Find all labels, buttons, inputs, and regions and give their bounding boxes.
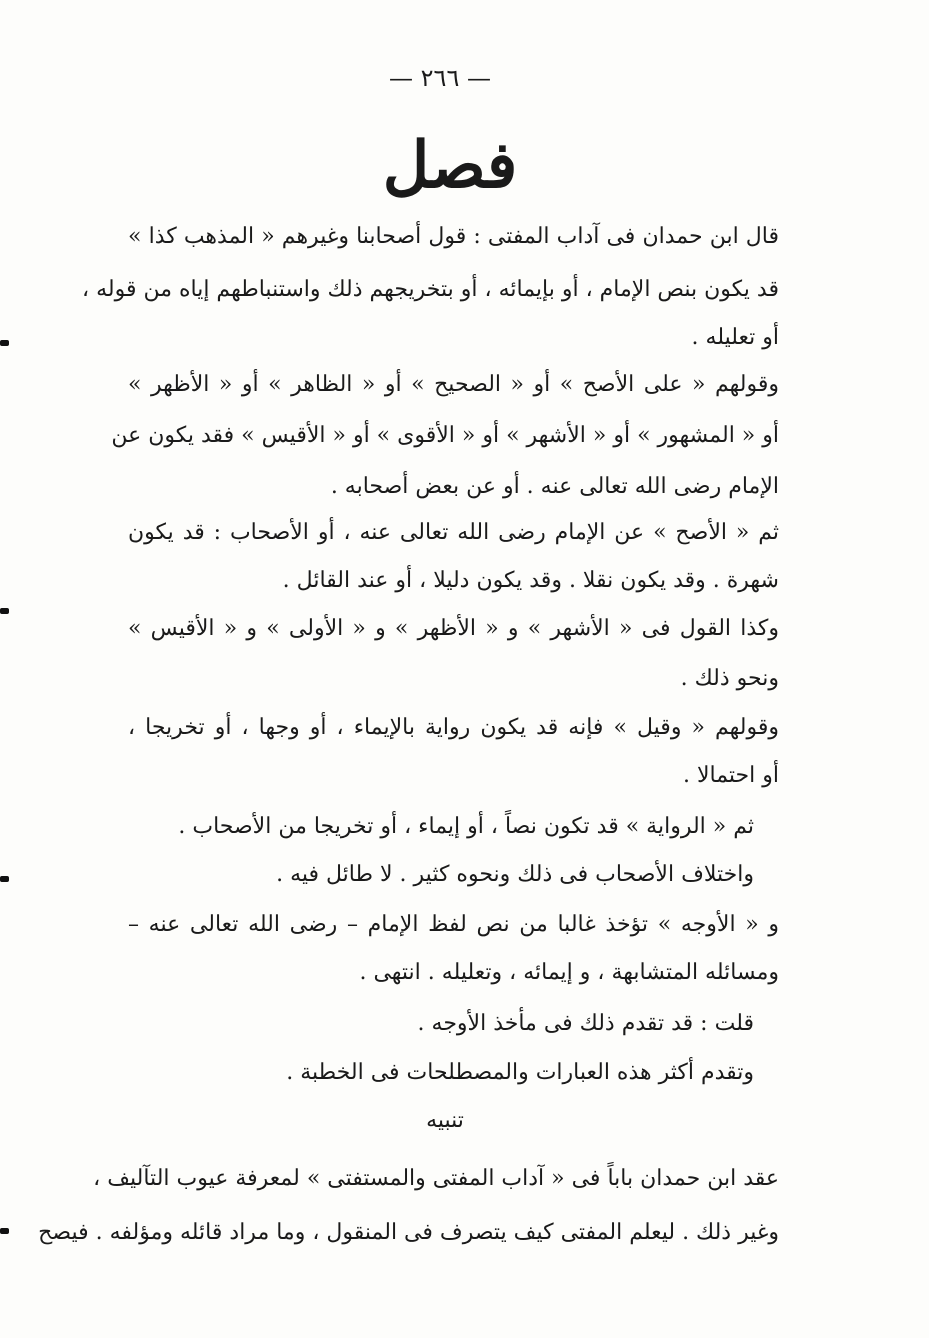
text-line: الإمام رضى الله تعالى عنه . أو عن بعض أصحابه . [330, 474, 779, 499]
text-line: قد يكون بنص الإمام ، أو بإيمائه ، أو بتخريجهم ذلك واستنباطهم إياه من قوله ، [81, 277, 779, 302]
text-line: ثم « الأصح » عن الإمام رضى الله تعالى عنه ، أو الأصحاب : قد يكون [128, 520, 779, 545]
text-line: وقولهم « وقيل » فإنه قد يكون رواية بالإيماء ، أو وجها ، أو تخريجا ، [128, 715, 779, 740]
text-line: ثم « الرواية » قد تكون نصاً ، أو إيماء ، أو تخريجا من الأصحاب . [178, 814, 754, 839]
text-line: ومسائله المتشابهة ، و إيمائه ، وتعليله . انتهى . [359, 960, 779, 985]
text-line: وكذا القول فى « الأشهر » و « الأظهر » و « الأولى » و « الأقيس » [128, 616, 779, 641]
text-line: وتقدم أكثر هذه العبارات والمصطلحات فى الخطبة . [286, 1060, 754, 1085]
text-line: قال ابن حمدان فى آداب المفتى : قول أصحابنا وغيرهم « المذهب كذا » [128, 224, 779, 249]
text-line: و « الأوجه » تؤخذ غالبا من نص لفظ الإمام – رضى الله تعالى عنه – [128, 912, 779, 937]
text-line: أو احتمالا . [682, 763, 779, 788]
section-heading: فصل [382, 128, 518, 203]
text-line: قلت : قد تقدم ذلك فى مأخذ الأوجه . [417, 1011, 754, 1036]
notice-heading: تنبيه [426, 1108, 464, 1133]
text-line: وقولهم « على الأصح » أو « الصحيح » أو « الظاهر » أو « الأظهر » [128, 372, 779, 397]
text-line: واختلاف الأصحاب فى ذلك ونحوه كثير . لا طائل فيه . [276, 862, 754, 887]
text-line: شهرة . وقد يكون نقلا . وقد يكون دليلا ، أو عند القائل . [282, 568, 779, 593]
page-number: — ٢٦٦ — [389, 64, 491, 92]
text-line: أو تعليله . [691, 325, 779, 350]
margin-mark [0, 876, 9, 882]
text-line: أو « المشهور » أو « الأشهر » أو « الأقوى » أو « الأقيس » فقد يكون عن [111, 423, 779, 448]
text-line: ونحو ذلك . [680, 666, 779, 691]
text-line: وغير ذلك . ليعلم المفتى كيف يتصرف فى المنقول ، وما مراد قائله ومؤلفه . فيصح [38, 1220, 779, 1245]
text-line: عقد ابن حمدان باباً فى « آداب المفتى والمستفتى » لمعرفة عيوب التآليف ، [93, 1166, 779, 1191]
margin-mark [0, 340, 9, 346]
margin-mark [0, 608, 9, 614]
margin-mark [0, 1228, 9, 1234]
